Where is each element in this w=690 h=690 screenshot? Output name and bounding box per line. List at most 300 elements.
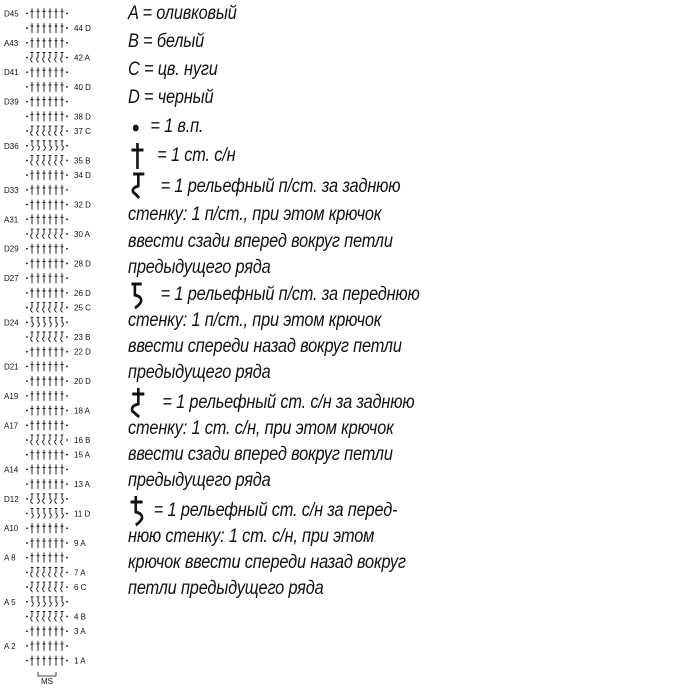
legend-bp-dc-line2: стенку: 1 ст. с/н, при этом крючок xyxy=(128,418,394,439)
chain-dot xyxy=(26,645,28,647)
back-post-stitch xyxy=(49,567,52,577)
dc-stitch xyxy=(48,347,51,357)
back-post-stitch xyxy=(49,612,52,622)
dc-stitch xyxy=(36,185,39,195)
chart-row xyxy=(4,464,68,474)
chain-dot xyxy=(26,189,28,191)
row-label-left: A43 xyxy=(4,38,19,48)
dc-stitch xyxy=(30,38,33,48)
dc-stitch xyxy=(60,406,63,416)
chart-row xyxy=(4,523,68,533)
dc-stitch xyxy=(60,97,63,107)
back-post-stitch xyxy=(55,303,58,313)
front-post-stitch xyxy=(55,509,58,519)
dc-stitch xyxy=(30,553,33,563)
chain-dot xyxy=(26,424,28,426)
back-post-stitch xyxy=(43,332,46,342)
legend-fp-dc-line4: петли предыдущего ряда xyxy=(128,578,324,599)
dc-stitch xyxy=(48,38,51,48)
front-post-stitch xyxy=(37,141,40,151)
chart-row xyxy=(4,597,68,607)
dc-stitch xyxy=(60,8,63,18)
dc-stitch xyxy=(36,538,39,548)
chain-dot xyxy=(66,321,68,323)
chart-row xyxy=(4,391,68,401)
chain-dot xyxy=(26,557,28,559)
dc-stitch xyxy=(36,641,39,651)
back-post-hdc-icon xyxy=(128,170,147,202)
back-post-stitch xyxy=(49,332,52,342)
dc-stitch xyxy=(54,8,57,18)
chain-dot xyxy=(66,174,68,176)
chart-row xyxy=(26,406,91,416)
dc-stitch xyxy=(30,641,33,651)
row-label-right: 44 D xyxy=(74,24,91,34)
chain-dot xyxy=(26,527,28,529)
dc-stitch xyxy=(54,273,57,283)
dc-stitch xyxy=(30,23,33,33)
chain-dot xyxy=(66,571,68,573)
front-post-stitch xyxy=(37,597,40,607)
back-post-stitch xyxy=(55,52,58,62)
chain-dot xyxy=(66,586,68,588)
back-post-stitch xyxy=(31,582,34,592)
back-post-stitch xyxy=(49,435,52,445)
chain-dot xyxy=(26,145,28,147)
chain-dot xyxy=(66,380,68,382)
chain-dot xyxy=(26,660,28,662)
row-label-right: 25 C xyxy=(74,303,91,313)
dc-stitch xyxy=(54,111,57,121)
chain-dot xyxy=(66,71,68,73)
chain-dot xyxy=(26,160,28,162)
dc-stitch xyxy=(30,479,33,489)
dc-stitch xyxy=(30,111,33,121)
chain-dot xyxy=(66,410,68,412)
chart-row xyxy=(4,8,68,18)
chart-row xyxy=(4,641,68,651)
row-label-left: D27 xyxy=(4,274,19,284)
dc-stitch xyxy=(42,67,45,77)
dc-stitch xyxy=(48,258,51,268)
row-label-left: A19 xyxy=(4,391,19,401)
legend-dc: = 1 ст. с/н xyxy=(128,143,235,169)
dc-stitch xyxy=(30,200,33,210)
dc-stitch xyxy=(36,67,39,77)
chart-row xyxy=(26,82,91,92)
front-post-stitch xyxy=(61,317,64,327)
dc-stitch xyxy=(30,347,33,357)
back-post-stitch xyxy=(31,229,34,239)
dc-stitch xyxy=(54,200,57,210)
front-post-stitch xyxy=(31,317,34,327)
front-post-stitch xyxy=(55,597,58,607)
chain-dot xyxy=(26,454,28,456)
dc-stitch xyxy=(36,553,39,563)
dc-stitch xyxy=(36,376,39,386)
chain-dot xyxy=(66,218,68,220)
dc-stitch xyxy=(48,641,51,651)
dc-stitch xyxy=(42,523,45,533)
legend-bp-hdc: = 1 рельефный п/ст. за заднюю xyxy=(128,174,400,200)
chain-dot xyxy=(26,12,28,14)
dc-stitch xyxy=(60,38,63,48)
front-post-stitch xyxy=(49,509,52,519)
chain-dot xyxy=(26,115,28,117)
legend-color-a: A = оливковый xyxy=(128,3,237,24)
dc-stitch xyxy=(30,406,33,416)
legend-color-b: B = белый xyxy=(128,31,205,52)
dc-stitch xyxy=(36,288,39,298)
back-post-stitch xyxy=(49,229,52,239)
dc-stitch xyxy=(54,288,57,298)
back-post-stitch xyxy=(55,494,58,504)
chain-dot xyxy=(66,483,68,485)
dc-stitch xyxy=(36,244,39,254)
row-label-left: D39 xyxy=(4,97,19,107)
chart-row xyxy=(26,303,91,313)
legend-fp-dc: = 1 рельефный ст. с/н за перед- xyxy=(128,498,397,524)
back-post-stitch xyxy=(37,52,40,62)
back-post-stitch xyxy=(61,582,64,592)
dc-stitch xyxy=(42,656,45,666)
chain-dot xyxy=(66,263,68,265)
dc-stitch xyxy=(36,258,39,268)
dc-stitch xyxy=(48,273,51,283)
dc-stitch xyxy=(36,170,39,180)
back-post-stitch xyxy=(61,612,64,622)
chart-row xyxy=(26,509,90,519)
back-post-stitch xyxy=(49,582,52,592)
row-label-left: D36 xyxy=(4,141,19,151)
back-post-stitch xyxy=(55,567,58,577)
dc-stitch xyxy=(30,361,33,371)
dc-stitch xyxy=(60,376,63,386)
dc-stitch xyxy=(54,420,57,430)
chain-dot xyxy=(26,601,28,603)
chain-dot xyxy=(66,86,68,88)
dc-stitch xyxy=(60,258,63,268)
chain-dot xyxy=(66,513,68,515)
back-post-stitch xyxy=(61,332,64,342)
dc-stitch xyxy=(42,376,45,386)
chart-row xyxy=(26,288,91,298)
back-post-stitch xyxy=(31,52,34,62)
row-label-right: 18 A xyxy=(74,406,91,416)
dc-stitch xyxy=(30,67,33,77)
legend-fp-hdc: = 1 рельефный п/ст. за переднюю xyxy=(128,282,420,308)
dc-stitch xyxy=(48,523,51,533)
front-post-stitch xyxy=(49,597,52,607)
chain-dot xyxy=(66,469,68,471)
back-post-stitch xyxy=(37,126,40,136)
back-post-stitch xyxy=(61,567,64,577)
legend xyxy=(128,0,688,690)
row-label-right: 40 D xyxy=(74,82,91,92)
row-label-right: 20 D xyxy=(74,377,91,387)
dc-stitch xyxy=(30,244,33,254)
dc-stitch xyxy=(36,450,39,460)
row-label-left: D29 xyxy=(4,244,19,254)
dc-stitch xyxy=(48,538,51,548)
back-post-stitch xyxy=(61,52,64,62)
dc-stitch xyxy=(60,538,63,548)
dc-stitch xyxy=(60,347,63,357)
dc-stitch xyxy=(48,288,51,298)
back-post-stitch xyxy=(31,494,34,504)
chain-dot xyxy=(26,571,28,573)
dc-stitch xyxy=(54,656,57,666)
dc-stitch xyxy=(48,97,51,107)
row-label-right: 32 D xyxy=(74,200,91,210)
chart-row xyxy=(26,23,91,33)
dc-stitch xyxy=(48,464,51,474)
row-label-left: A17 xyxy=(4,421,19,431)
row-label-left: A14 xyxy=(4,465,19,475)
dc-stitch xyxy=(60,391,63,401)
dc-stitch xyxy=(30,97,33,107)
dc-stitch xyxy=(54,38,57,48)
front-post-stitch xyxy=(37,494,40,504)
row-label-right: 42 A xyxy=(74,53,91,63)
front-post-stitch xyxy=(37,509,40,519)
chain-dot xyxy=(26,469,28,471)
dc-stitch xyxy=(60,185,63,195)
chart-row xyxy=(26,332,90,342)
front-post-stitch xyxy=(55,317,58,327)
back-post-stitch xyxy=(31,126,34,136)
chain-symbol-icon xyxy=(131,121,140,133)
chart-row xyxy=(4,141,68,151)
dc-stitch xyxy=(48,67,51,77)
row-label-right: 9 A xyxy=(74,538,86,548)
dc-stitch xyxy=(36,111,39,121)
dc-stitch xyxy=(42,391,45,401)
dc-stitch xyxy=(42,170,45,180)
chart-row xyxy=(26,258,91,268)
dc-stitch xyxy=(60,170,63,180)
chain-dot xyxy=(26,174,28,176)
back-post-stitch xyxy=(61,229,64,239)
chain-dot xyxy=(26,86,28,88)
dc-stitch xyxy=(54,244,57,254)
back-post-stitch xyxy=(31,303,34,313)
legend-fp-dc-line3: крючок ввести спереди назад вокруг xyxy=(128,552,406,573)
dc-stitch xyxy=(36,82,39,92)
dc-stitch xyxy=(30,464,33,474)
front-post-stitch xyxy=(61,494,64,504)
chain-dot xyxy=(26,248,28,250)
dc-stitch xyxy=(42,464,45,474)
dc-stitch xyxy=(54,464,57,474)
row-label-left: D12 xyxy=(4,494,19,504)
row-label-right: 23 B xyxy=(74,333,91,342)
dc-stitch xyxy=(42,553,45,563)
back-post-stitch xyxy=(55,332,58,342)
chain-dot xyxy=(66,527,68,529)
dc-stitch xyxy=(60,656,63,666)
front-post-stitch xyxy=(43,317,46,327)
dc-stitch xyxy=(30,450,33,460)
chain-dot xyxy=(26,483,28,485)
chart-row xyxy=(4,273,68,283)
dc-stitch xyxy=(60,553,63,563)
chain-dot xyxy=(26,292,28,294)
chain-dot xyxy=(66,160,68,162)
legend-bp-dc-line4: предыдущего ряда xyxy=(128,470,271,491)
chain-dot xyxy=(26,498,28,500)
chart-row xyxy=(4,317,68,327)
chain-dot xyxy=(26,380,28,382)
legend-color-c: C = цв. нуги xyxy=(128,59,218,80)
back-post-stitch xyxy=(43,494,46,504)
row-label-right: 6 C xyxy=(74,583,87,593)
back-post-stitch xyxy=(61,155,64,165)
row-label-left: A31 xyxy=(4,215,19,225)
chart-row xyxy=(26,582,87,592)
dc-stitch xyxy=(54,185,57,195)
back-post-stitch xyxy=(31,155,34,165)
dc-stitch xyxy=(42,244,45,254)
dc-stitch xyxy=(60,111,63,121)
back-post-stitch xyxy=(43,303,46,313)
chart-row xyxy=(26,170,91,180)
chain-dot xyxy=(26,27,28,29)
chart-row xyxy=(26,155,90,165)
dc-stitch xyxy=(36,656,39,666)
legend-fp-hdc-line2: стенку: 1 п/ст., при этом крючок xyxy=(128,310,382,331)
dc-stitch xyxy=(30,288,33,298)
dc-stitch xyxy=(54,641,57,651)
chain-dot xyxy=(66,336,68,338)
dc-stitch xyxy=(54,67,57,77)
dc-stitch xyxy=(60,288,63,298)
dc-stitch xyxy=(54,479,57,489)
dc-stitch xyxy=(60,361,63,371)
legend-bp-hdc-line2: стенку: 1 п/ст., при этом крючок xyxy=(128,204,382,225)
chain-dot xyxy=(66,248,68,250)
dc-stitch xyxy=(30,626,33,636)
chart-row xyxy=(4,361,68,371)
row-label-right: 34 D xyxy=(74,171,91,181)
chain-dot xyxy=(26,616,28,618)
row-label-left: A 8 xyxy=(4,553,16,563)
dc-stitch xyxy=(30,258,33,268)
row-label-left: D24 xyxy=(4,318,19,328)
dc-stitch xyxy=(42,479,45,489)
dc-stitch xyxy=(48,8,51,18)
chart-row xyxy=(4,97,68,107)
dc-stitch xyxy=(48,553,51,563)
chain-dot xyxy=(26,218,28,220)
dc-stitch xyxy=(48,170,51,180)
dc-stitch xyxy=(48,200,51,210)
front-post-stitch xyxy=(61,509,64,519)
chain-dot xyxy=(26,42,28,44)
chain-dot xyxy=(66,454,68,456)
legend-bp-hdc-line3: ввести сзади вперед вокруг петли xyxy=(128,231,393,252)
crochet-chart xyxy=(0,0,125,690)
chain-dot xyxy=(26,71,28,73)
front-post-stitch xyxy=(49,141,52,151)
chart-row xyxy=(4,494,68,504)
row-label-right: 13 A xyxy=(74,480,91,490)
front-post-stitch xyxy=(31,509,34,519)
front-post-stitch xyxy=(55,141,58,151)
dc-stitch xyxy=(42,200,45,210)
front-post-stitch xyxy=(61,597,64,607)
row-label-right: 16 B xyxy=(74,435,91,445)
chain-dot xyxy=(66,424,68,426)
row-label-right: 22 D xyxy=(74,347,91,357)
chain-dot xyxy=(26,410,28,412)
dc-stitch xyxy=(60,420,63,430)
ms-label: MS xyxy=(41,677,53,686)
front-post-stitch xyxy=(43,597,46,607)
row-label-left: D33 xyxy=(4,185,19,195)
dc-stitch xyxy=(30,523,33,533)
row-label-right: 30 A xyxy=(74,230,91,240)
row-label-right: 28 D xyxy=(74,259,91,269)
front-post-stitch xyxy=(61,141,64,151)
dc-stitch xyxy=(54,450,57,460)
dc-stitch xyxy=(30,214,33,224)
back-post-stitch xyxy=(31,435,34,445)
back-post-stitch xyxy=(37,612,40,622)
chart-row xyxy=(26,567,86,577)
chain-dot xyxy=(26,439,28,441)
chart-row xyxy=(26,376,91,386)
chart-row xyxy=(4,185,68,195)
front-post-stitch xyxy=(43,509,46,519)
dc-stitch xyxy=(30,538,33,548)
row-label-right: 35 B xyxy=(74,156,91,166)
front-post-dc-icon xyxy=(128,494,147,528)
dc-stitch xyxy=(42,111,45,121)
dc-stitch xyxy=(36,97,39,107)
dc-stitch xyxy=(42,185,45,195)
chain-dot xyxy=(26,57,28,59)
back-post-stitch xyxy=(55,435,58,445)
dc-stitch xyxy=(42,97,45,107)
chain-dot xyxy=(26,130,28,132)
dc-stitch xyxy=(60,200,63,210)
back-post-stitch xyxy=(43,52,46,62)
dc-stitch xyxy=(42,361,45,371)
back-post-stitch xyxy=(37,435,40,445)
dc-stitch xyxy=(42,273,45,283)
front-post-stitch xyxy=(43,141,46,151)
legend-fp-hdc-line4: предыдущего ряда xyxy=(128,362,271,383)
chain-dot xyxy=(66,601,68,603)
legend-fp-hdc-line3: ввести спереди назад вокруг петли xyxy=(128,336,402,357)
chain-dot xyxy=(26,204,28,206)
dc-stitch xyxy=(54,523,57,533)
dc-stitch xyxy=(48,111,51,121)
chain-dot xyxy=(26,630,28,632)
chain-dot xyxy=(66,101,68,103)
chain-dot xyxy=(66,366,68,368)
dc-stitch xyxy=(42,420,45,430)
dc-stitch xyxy=(60,82,63,92)
back-post-stitch xyxy=(55,229,58,239)
back-post-stitch xyxy=(37,582,40,592)
dc-stitch xyxy=(42,641,45,651)
row-label-right: 1 A xyxy=(74,656,86,666)
row-label-right: 37 C xyxy=(74,127,91,137)
chain-dot xyxy=(66,645,68,647)
dc-stitch xyxy=(36,200,39,210)
